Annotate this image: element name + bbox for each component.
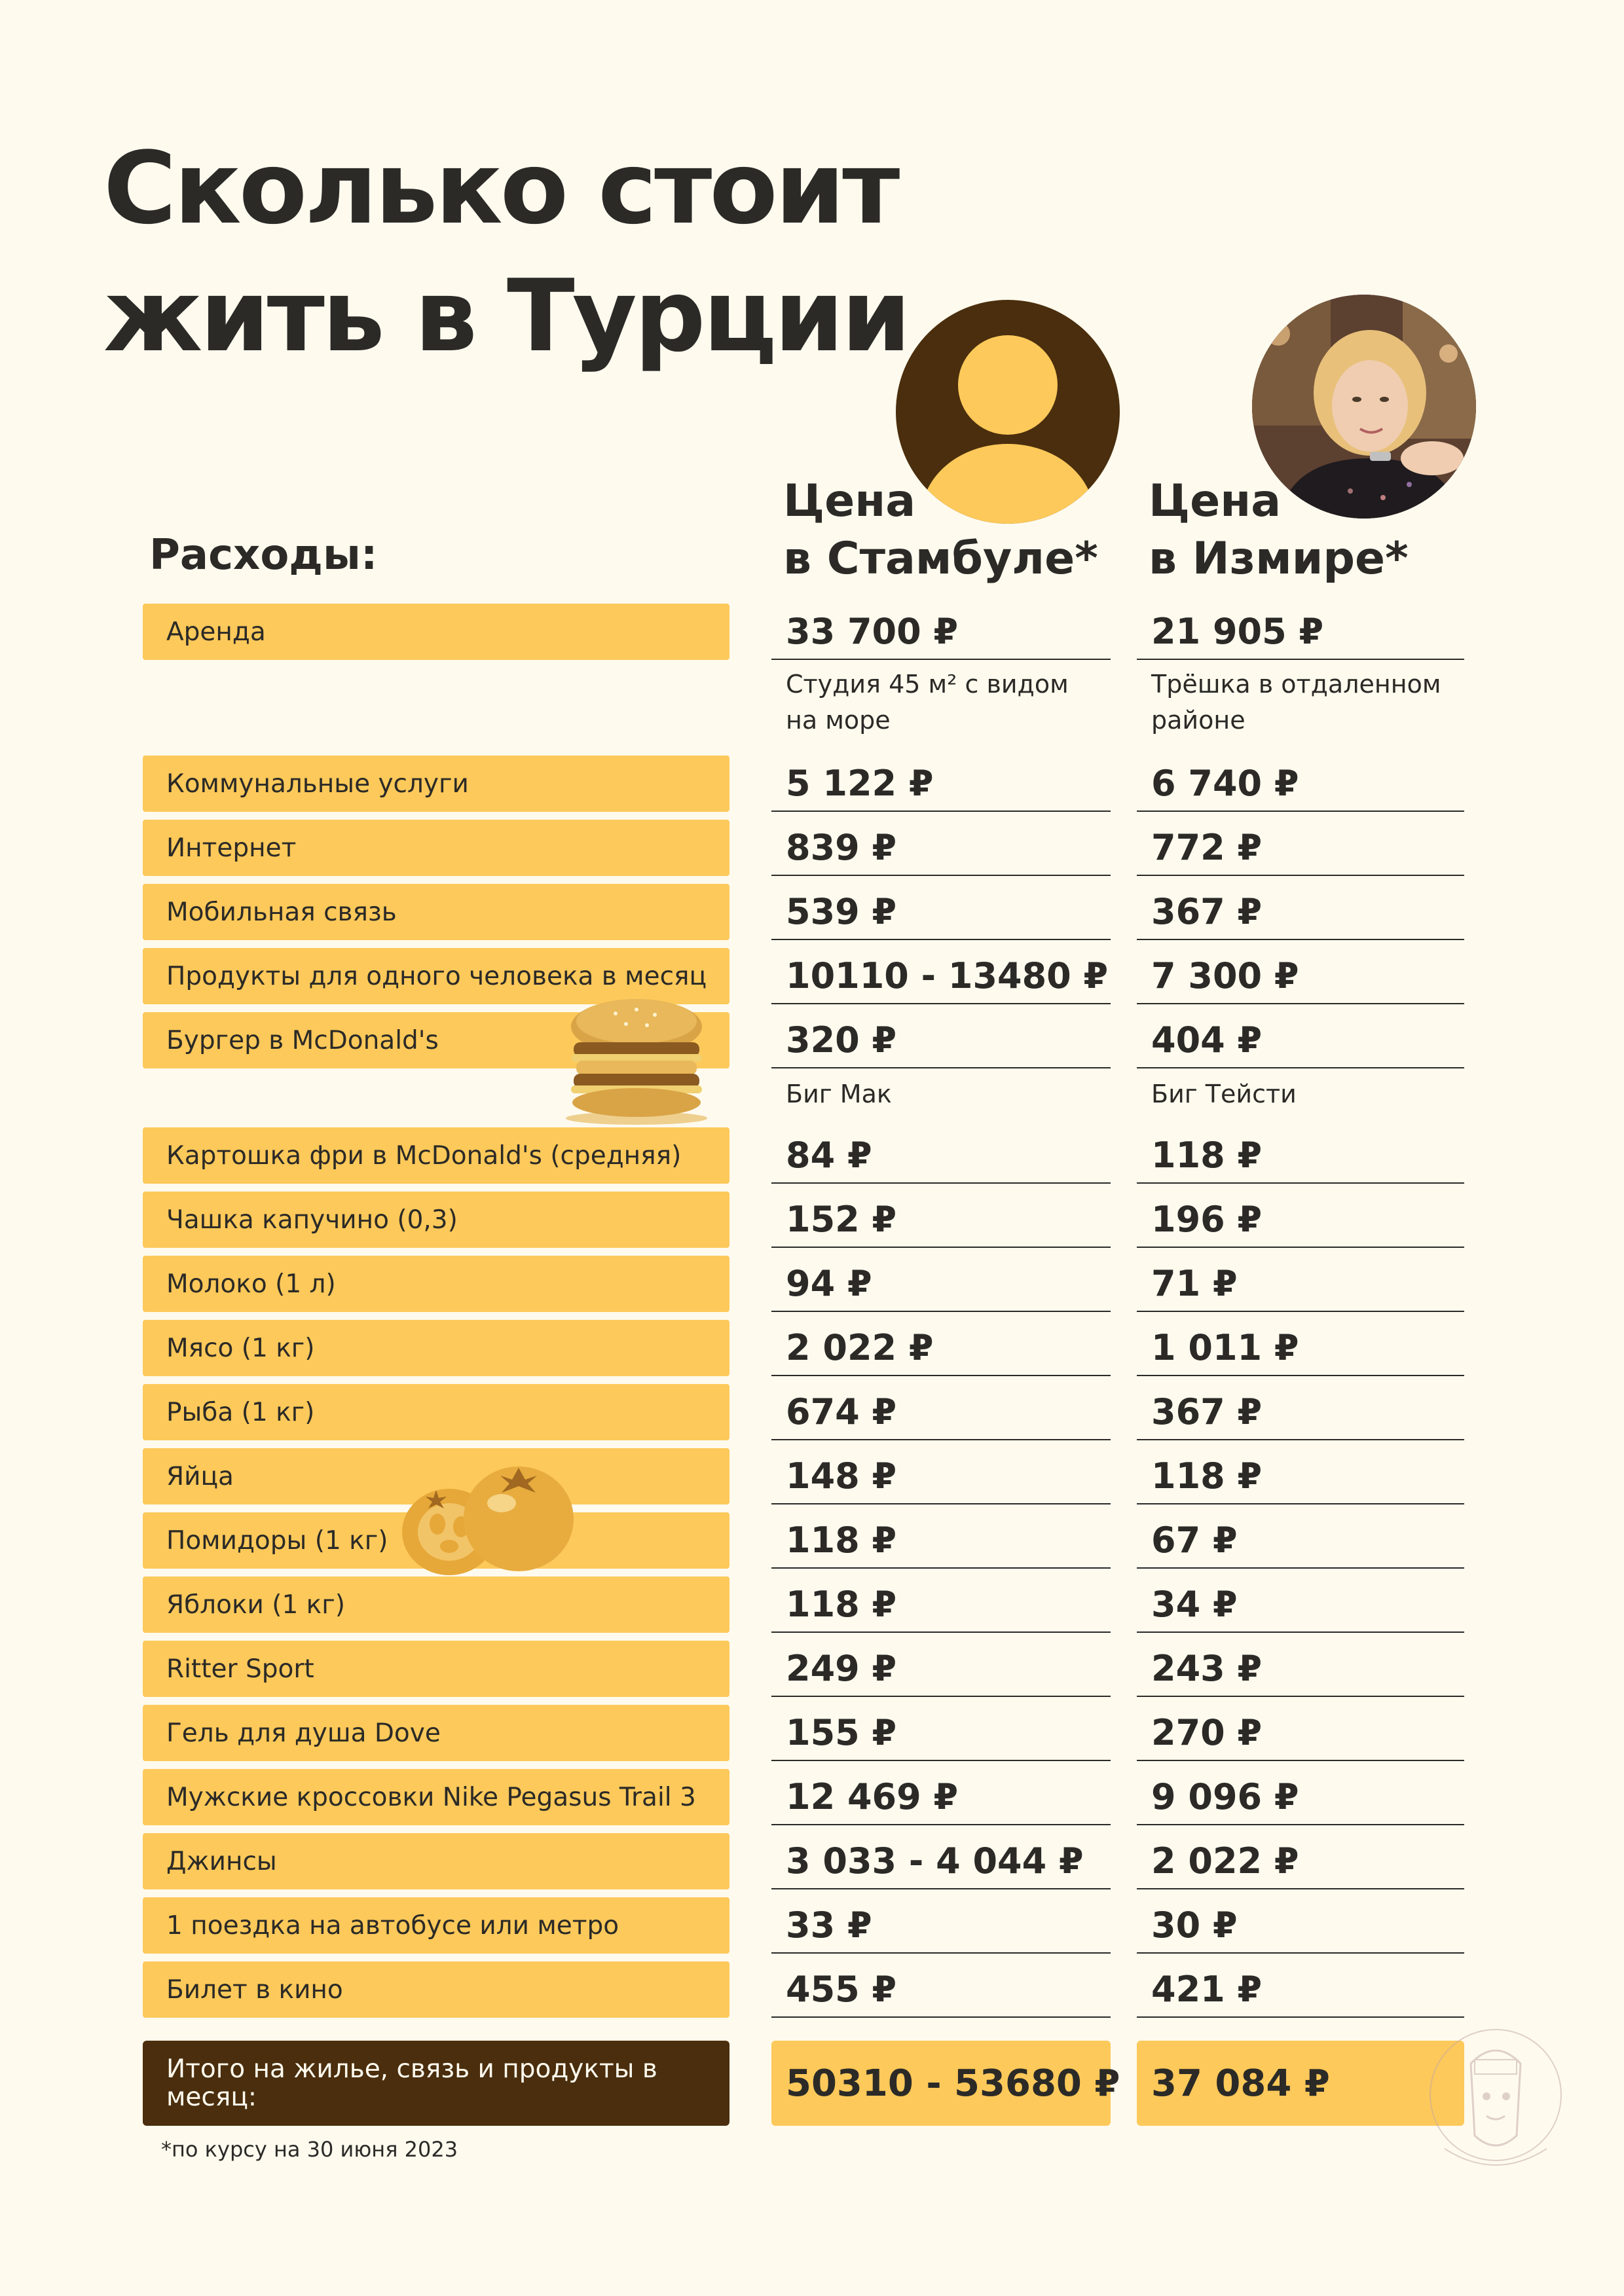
page-title-line-2: жить в Турции	[103, 258, 909, 374]
total-izmir: 37 084 ₽	[1137, 2041, 1464, 2126]
price-izmir-ritter-sport: 243 ₽	[1137, 1641, 1464, 1697]
expense-label-rent: Аренда	[143, 604, 729, 660]
expense-label-cappuccino: Чашка капучино (0,3)	[143, 1192, 729, 1248]
price-istanbul-utilities: 5 122 ₽	[771, 756, 1111, 812]
expense-label-utilities: Коммунальные услуги	[143, 756, 729, 812]
price-izmir-utilities: 6 740 ₽	[1137, 756, 1464, 812]
section-heading: Расходы:	[149, 531, 378, 579]
price-izmir-bus-ride: 30 ₽	[1137, 1897, 1464, 1954]
price-istanbul-milk: 94 ₽	[771, 1256, 1111, 1312]
price-izmir-sneakers: 9 096 ₽	[1137, 1769, 1464, 1825]
tomatoes-icon	[397, 1464, 580, 1582]
price-istanbul-sneakers: 12 469 ₽	[771, 1769, 1111, 1825]
price-izmir-mobile: 367 ₽	[1137, 884, 1464, 940]
price-istanbul-mobile: 539 ₽	[771, 884, 1111, 940]
price-izmir-fish: 367 ₽	[1137, 1384, 1464, 1440]
price-izmir-rent: 21 905 ₽	[1137, 604, 1464, 660]
note-izmir-burger: Биг Тейсти	[1151, 1080, 1297, 1108]
column-header-izmir-line-2: в Измире*	[1149, 533, 1409, 585]
price-izmir-shower-gel: 270 ₽	[1137, 1705, 1464, 1761]
note-istanbul-rent: Студия 45 м² с видом на море	[786, 670, 1069, 735]
price-izmir-groceries: 7 300 ₽	[1137, 948, 1464, 1004]
note-istanbul-burger: Биг Мак	[786, 1080, 892, 1108]
price-istanbul-jeans: 3 033 - 4 044 ₽	[771, 1833, 1111, 1889]
expense-label-burger: Бургер в McDonald's	[143, 1012, 729, 1068]
price-istanbul-cappuccino: 152 ₽	[771, 1192, 1111, 1248]
price-istanbul-fries: 84 ₽	[771, 1127, 1111, 1184]
column-header-istanbul-line-2: в Стамбуле*	[783, 533, 1098, 585]
price-istanbul-shower-gel: 155 ₽	[771, 1705, 1111, 1761]
price-izmir-jeans: 2 022 ₽	[1137, 1833, 1464, 1889]
column-header-istanbul	[783, 473, 1098, 588]
price-istanbul-internet: 839 ₽	[771, 820, 1111, 876]
expense-label-shower-gel: Гель для душа Dove	[143, 1705, 729, 1761]
burger-icon	[524, 995, 727, 1126]
expense-label-meat: Мясо (1 кг)	[143, 1320, 729, 1376]
price-istanbul-tomatoes: 118 ₽	[771, 1512, 1111, 1569]
price-izmir-tomatoes: 67 ₽	[1137, 1512, 1464, 1569]
price-izmir-apples: 34 ₽	[1137, 1576, 1464, 1633]
expense-label-cinema: Билет в кино	[143, 1961, 729, 2018]
price-istanbul-rent: 33 700 ₽	[771, 604, 1111, 660]
price-istanbul-cinema: 455 ₽	[771, 1961, 1111, 2018]
expense-label-fries: Картошка фри в McDonald's (средняя)	[143, 1127, 729, 1184]
expense-label-jeans: Джинсы	[143, 1833, 729, 1889]
price-izmir-meat: 1 011 ₽	[1137, 1320, 1464, 1376]
expense-label-ritter-sport: Ritter Sport	[143, 1641, 729, 1697]
expense-label-fish: Рыба (1 кг)	[143, 1384, 729, 1440]
price-istanbul-fish: 674 ₽	[771, 1384, 1111, 1440]
total-label: Итого на жилье, связь и продукты в месяц:	[143, 2041, 729, 2126]
price-izmir-cappuccino: 196 ₽	[1137, 1192, 1464, 1248]
price-izmir-burger: 404 ₽	[1137, 1012, 1464, 1068]
price-istanbul-burger: 320 ₽	[771, 1012, 1111, 1068]
expense-label-mobile: Мобильная связь	[143, 884, 729, 940]
column-header-izmir	[1149, 473, 1409, 588]
expense-label-eggs: Яйца	[143, 1448, 729, 1504]
column-header-izmir-line-1: Цена	[1149, 475, 1282, 527]
expense-label-groceries: Продукты для одного человека в месяц	[143, 948, 729, 1004]
price-izmir-milk: 71 ₽	[1137, 1256, 1464, 1312]
author-stamp	[1418, 2011, 1573, 2188]
price-istanbul-ritter-sport: 249 ₽	[771, 1641, 1111, 1697]
price-istanbul-groceries: 10110 - 13480 ₽	[771, 948, 1111, 1004]
price-istanbul-eggs: 148 ₽	[771, 1448, 1111, 1504]
expense-label-milk: Молоко (1 л)	[143, 1256, 729, 1312]
price-izmir-internet: 772 ₽	[1137, 820, 1464, 876]
expense-label-apples: Яблоки (1 кг)	[143, 1576, 729, 1633]
price-istanbul-meat: 2 022 ₽	[771, 1320, 1111, 1376]
page-title	[103, 124, 908, 380]
footnote: *по курсу на 30 июня 2023	[161, 2137, 458, 2162]
price-izmir-cinema: 421 ₽	[1137, 1961, 1464, 2018]
column-header-istanbul-line-1: Цена	[783, 475, 916, 527]
expense-label-internet: Интернет	[143, 820, 729, 876]
price-istanbul-bus-ride: 33 ₽	[771, 1897, 1111, 1954]
price-izmir-eggs: 118 ₽	[1137, 1448, 1464, 1504]
price-istanbul-apples: 118 ₽	[771, 1576, 1111, 1633]
total-istanbul: 50310 - 53680 ₽	[771, 2041, 1111, 2126]
expense-label-bus-ride: 1 поездка на автобусе или метро	[143, 1897, 729, 1954]
note-izmir-rent: Трёшка в отдаленном районе	[1151, 670, 1441, 735]
expense-label-tomatoes: Помидоры (1 кг)	[143, 1512, 729, 1569]
page-title-line-1: Сколько стоит	[103, 130, 898, 246]
price-izmir-fries: 118 ₽	[1137, 1127, 1464, 1184]
expense-label-sneakers: Мужские кроссовки Nike Pegasus Trail 3	[143, 1769, 729, 1825]
